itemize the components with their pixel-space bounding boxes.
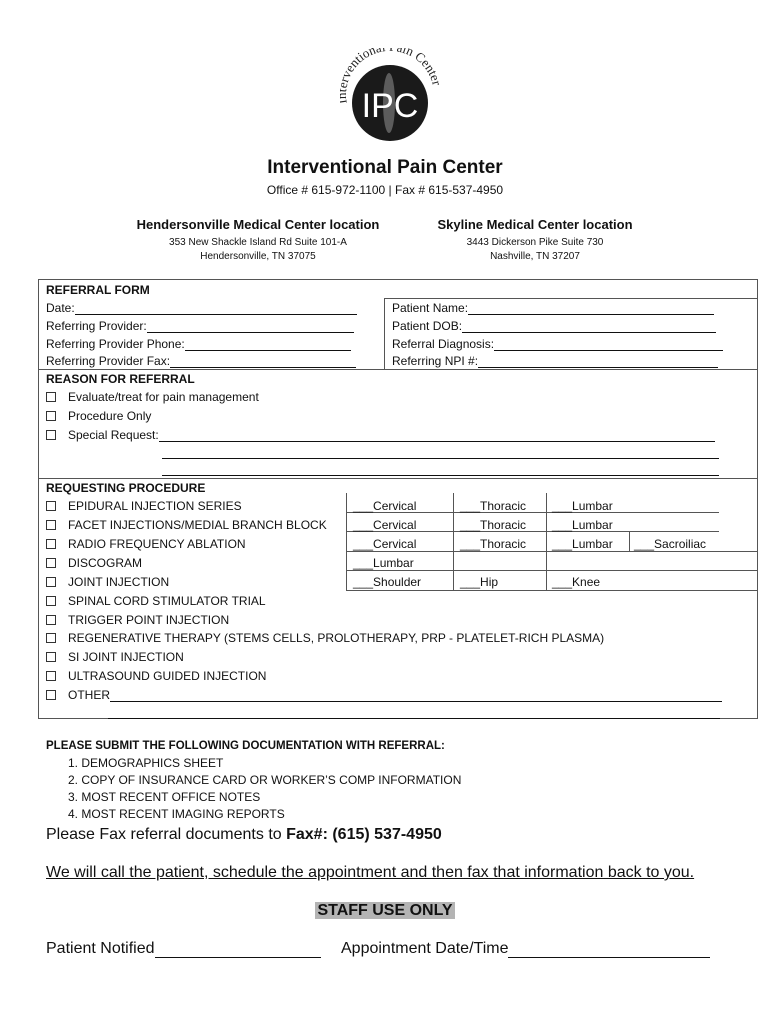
location-city: Nashville, TN 37207 — [490, 251, 580, 262]
location-address: 3443 Dickerson Pike Suite 730 — [466, 237, 604, 248]
svg-text:IPC: IPC — [361, 87, 419, 125]
reason-procedure-only[interactable]: Procedure Only — [46, 409, 151, 423]
contact-line: Office # 615-972-1100 | Fax # 615-537-4950 — [266, 183, 504, 197]
checkbox[interactable] — [46, 690, 56, 700]
checkbox[interactable] — [46, 652, 56, 662]
ipc-logo — [340, 48, 440, 148]
checkbox[interactable] — [46, 615, 56, 625]
location-skyline — [385, 217, 685, 263]
staff-heading: STAFF USE ONLY — [317, 902, 453, 919]
option-lumbar[interactable]: ___Lumbar — [552, 518, 613, 532]
option-shoulder[interactable]: ___Shoulder — [353, 575, 422, 589]
option-hip[interactable]: ___Hip — [460, 575, 499, 589]
option-thoracic[interactable]: ___Thoracic — [460, 537, 527, 551]
option-lumbar[interactable]: ___Lumbar — [552, 499, 613, 513]
option-sacroiliac[interactable]: ___Sacroiliac — [634, 537, 707, 551]
procedure-rfa[interactable]: RADIO FREQUENCY ABLATION — [46, 537, 246, 551]
procedure-joint[interactable]: JOINT INJECTION — [46, 575, 169, 589]
procedure-scs[interactable]: SPINAL CORD STIMULATOR TRIAL — [46, 594, 266, 608]
checkbox[interactable] — [46, 596, 56, 606]
patient-dob-field[interactable]: Patient DOB: — [392, 319, 716, 333]
procedure-heading: REQUESTING PROCEDURE — [46, 481, 206, 495]
checkbox[interactable] — [46, 539, 56, 549]
procedure-si-joint[interactable]: SI JOINT INJECTION — [46, 650, 184, 664]
checkbox[interactable] — [46, 520, 56, 530]
special-request-line[interactable] — [162, 475, 719, 476]
location-name: Hendersonville Medical Center location — [136, 217, 380, 232]
referring-provider-field[interactable]: Referring Provider: — [46, 319, 354, 333]
doc-item: 3. MOST RECENT OFFICE NOTES — [68, 790, 261, 804]
option-cervical[interactable]: ___Cervical — [353, 518, 417, 532]
provider-phone-field[interactable]: Referring Provider Phone: — [46, 337, 351, 351]
other-line[interactable] — [108, 718, 720, 719]
callback-note: We will call the patient, schedule the appointment and then fax that information back to you. — [46, 864, 695, 881]
location-hendersonville — [108, 217, 408, 263]
checkbox[interactable] — [46, 430, 56, 440]
location-name: Skyline Medical Center location — [437, 217, 633, 232]
referral-heading: REFERRAL FORM — [46, 283, 150, 297]
patient-name-field[interactable]: Patient Name: — [392, 301, 714, 315]
referral-form — [38, 279, 758, 719]
procedure-trigger-point[interactable]: TRIGGER POINT INJECTION — [46, 613, 229, 627]
procedure-epidural[interactable]: EPIDURAL INJECTION SERIES — [46, 499, 242, 513]
option-cervical[interactable]: ___Cervical — [353, 499, 417, 513]
patient-notified-field[interactable]: Patient Notified — [46, 940, 321, 958]
checkbox[interactable] — [46, 411, 56, 421]
reason-heading: REASON FOR REFERRAL — [46, 372, 195, 386]
procedure-regenerative[interactable]: REGENERATIVE THERAPY (STEMS CELLS, PROLOTHERAPY, PRP - PLATELET-RICH PLASMA) — [46, 631, 604, 645]
option-knee[interactable]: ___Knee — [552, 575, 601, 589]
svg-text:Interventional Pain Center: ention in Cent — [341, 48, 440, 78]
provider-fax-field[interactable]: Referring Provider Fax: — [46, 354, 356, 368]
procedure-ultrasound[interactable]: ULTRASOUND GUIDED INJECTION — [46, 669, 266, 683]
procedure-other[interactable]: OTHER — [46, 688, 722, 702]
checkbox[interactable] — [46, 633, 56, 643]
checkbox[interactable] — [46, 392, 56, 402]
option-thoracic[interactable]: ___Thoracic — [460, 499, 527, 513]
checkbox[interactable] — [46, 558, 56, 568]
documentation-heading: PLEASE SUBMIT THE FOLLOWING DOCUMENTATION WITH REFERRAL: — [46, 740, 445, 752]
doc-item: 1. DEMOGRAPHICS SHEET — [68, 756, 224, 770]
doc-item: 4. MOST RECENT IMAGING REPORTS — [68, 807, 285, 821]
option-lumbar[interactable]: ___Lumbar — [552, 537, 613, 551]
reason-special-request[interactable]: Special Request: — [46, 428, 715, 442]
fax-instruction: Please Fax referral documents to Fax#: (615) 537-4950 — [46, 826, 442, 843]
doc-item: 2. COPY OF INSURANCE CARD OR WORKER’S COMP INFORMATION — [68, 773, 462, 787]
date-field[interactable]: Date: — [46, 301, 357, 315]
special-request-line[interactable] — [162, 458, 719, 459]
appointment-field[interactable]: Appointment Date/Time — [341, 940, 710, 958]
page-title: Interventional Pain Center — [267, 157, 503, 178]
option-lumbar[interactable]: ___Lumbar — [353, 556, 414, 570]
location-city: Hendersonville, TN 37075 — [200, 251, 316, 262]
procedure-discogram[interactable]: DISCOGRAM — [46, 556, 142, 570]
reason-evaluate[interactable]: Evaluate/treat for pain management — [46, 390, 259, 404]
checkbox[interactable] — [46, 577, 56, 587]
procedure-facet[interactable]: FACET INJECTIONS/MEDIAL BRANCH BLOCK — [46, 518, 327, 532]
checkbox[interactable] — [46, 501, 56, 511]
referral-diagnosis-field[interactable]: Referral Diagnosis: — [392, 337, 723, 351]
checkbox[interactable] — [46, 671, 56, 681]
location-address: 353 New Shackle Island Rd Suite 101-A — [169, 237, 347, 248]
option-thoracic[interactable]: ___Thoracic — [460, 518, 527, 532]
referring-npi-field[interactable]: Referring NPI #: — [392, 354, 718, 368]
option-cervical[interactable]: ___Cervical — [353, 537, 417, 551]
